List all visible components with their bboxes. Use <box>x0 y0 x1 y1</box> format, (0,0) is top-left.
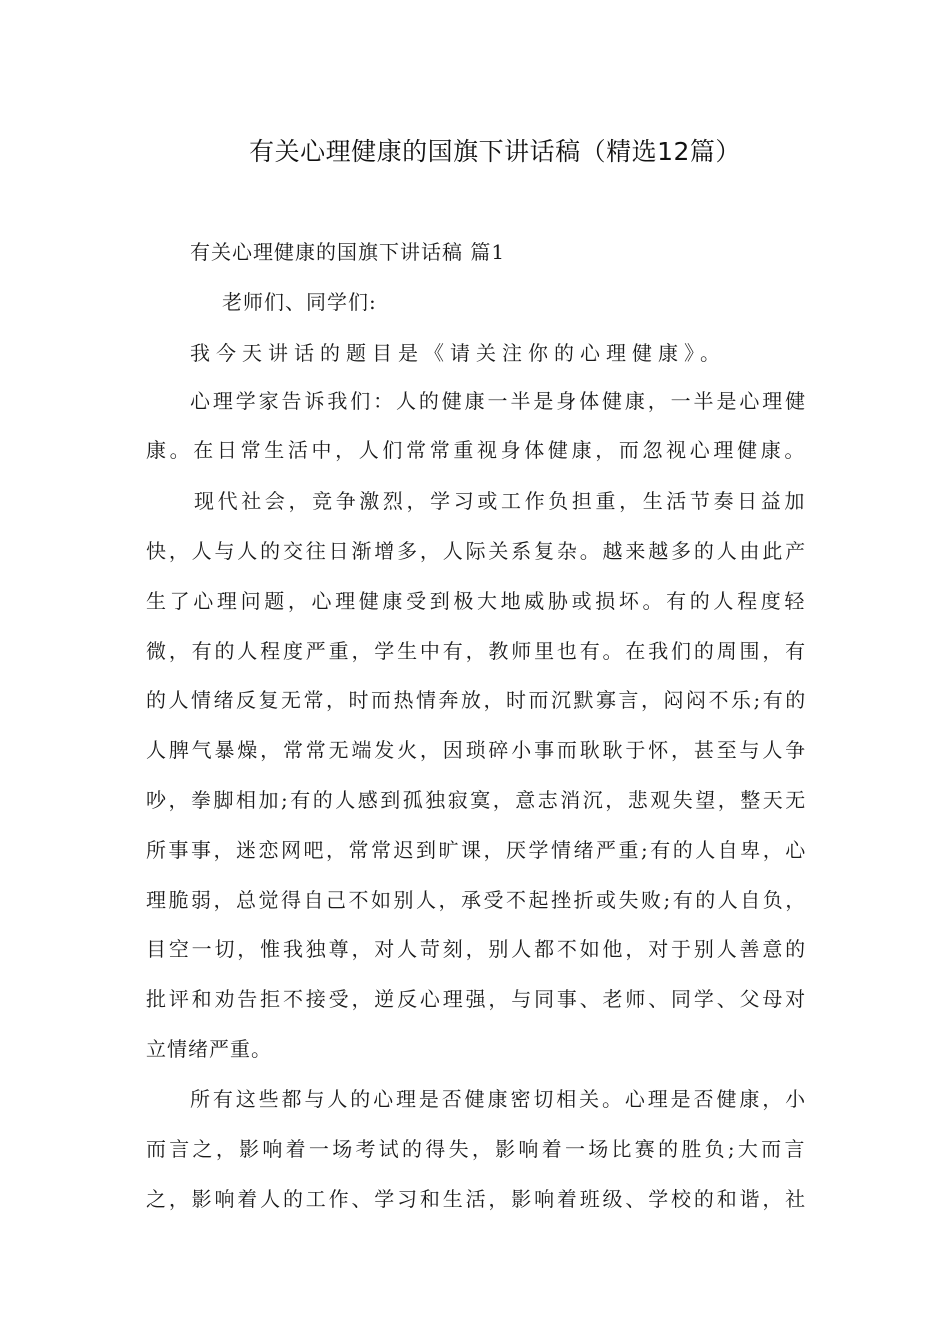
paragraph-line: 批评和劝告拒不接受，逆反心理强，与同事、老师、同学、父母对 <box>146 987 808 1011</box>
paragraph-line: 的人情绪反复无常，时而热情奔放，时而沉默寡言，闷闷不乐;有的 <box>146 688 808 712</box>
paragraph-line: 我今天讲话的题目是《请关注你的心理健康》。 <box>190 341 726 365</box>
paragraph-line: 所有这些都与人的心理是否健康密切相关。心理是否健康，小 <box>190 1087 808 1111</box>
section-heading: 有关心理健康的国旗下讲话稿 篇1 <box>190 240 506 264</box>
paragraph-line: 心理学家告诉我们：人的健康一半是身体健康，一半是心理健 <box>190 389 808 413</box>
paragraph-line: 老师们、同学们: <box>222 290 377 314</box>
paragraph-line: 理脆弱，总觉得自己不如别人，承受不起挫折或失败;有的人自负， <box>146 888 808 912</box>
paragraph-line: 快，人与人的交往日渐增多，人际关系复杂。越来越多的人由此产 <box>146 539 808 563</box>
paragraph-line: 吵，拳脚相加;有的人感到孤独寂寞，意志消沉，悲观失望，整天无 <box>146 788 808 812</box>
document-title: 有关心理健康的国旗下讲话稿（精选12篇） <box>249 137 741 166</box>
paragraph-line: 而言之，影响着一场考试的得失，影响着一场比赛的胜负;大而言 <box>146 1137 808 1161</box>
paragraph-line: 生了心理问题，心理健康受到极大地威胁或损坏。有的人程度轻 <box>146 589 808 613</box>
paragraph-line: 之，影响着人的工作、学习和生活，影响着班级、学校的和谐，社 <box>146 1187 808 1211</box>
paragraph-line: 立情绪严重。 <box>146 1037 272 1061</box>
paragraph-line: 康。在日常生活中，人们常常重视身体健康，而忽视心理健康。 <box>146 438 808 462</box>
paragraph-line: 现代社会，竞争激烈，学习或工作负担重，生活节奏日益加 <box>194 489 808 513</box>
paragraph-line: 目空一切，惟我独尊，对人苛刻，别人都不如他，对于别人善意的 <box>146 937 808 961</box>
paragraph-line: 微，有的人程度严重，学生中有，教师里也有。在我们的周围，有 <box>146 639 808 663</box>
paragraph-line: 所事事，迷恋网吧，常常迟到旷课，厌学情绪严重;有的人自卑，心 <box>146 838 808 862</box>
paragraph-line: 人脾气暴燥，常常无端发火，因琐碎小事而耿耿于怀，甚至与人争 <box>146 738 808 762</box>
